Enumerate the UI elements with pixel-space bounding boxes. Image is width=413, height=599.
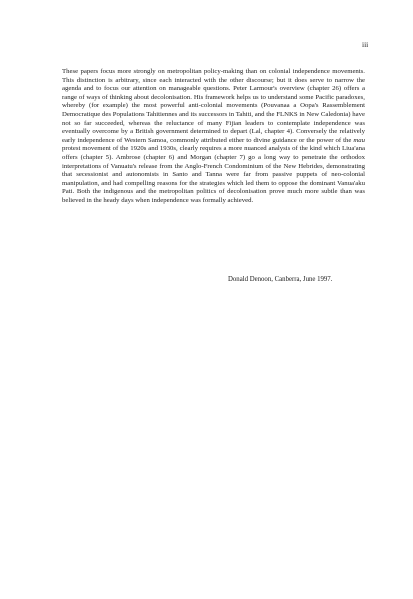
paragraph-text-part-2: protest movement of the 1920s and 1930s, clearly requires a more nuanced analysis of the kind which Liua'ana offers (chapter 5). Ambrose (chapter 6) and Morgan (chapter 7) go a long way to penetrate the orthodox interpretations of Vanuatu's release from the Anglo-French Condominium of the New Hebrides, demonstrating that secessionist and autonomists in Santo and Tanna were far from passive puppets of neo-colonial manipulation, and had compelling reasons for the strategies which led them to oppose the dominant Vanua'aku Pati. Both the indigenous and the metropolitan politics of decolonisation prove much more subtle than was believed in the heady days when independence was formally achieved.	[62, 145, 365, 204]
author-signature-line: Donald Denoon, Canberra, June 1997.	[228, 276, 333, 283]
paragraph-text-part-1: These papers focus more strongly on metropolitan policy-making than on colonial independence movements. This distinction is arbitrary, since each interacted with the other discourse; but it does serve to narrow the agenda and to focus our attention on manageable questions. Peter Larmour's overview (chapter 26) offers a range of ways of thinking about decolonisation. His framework helps us to understand some Pacific paradoxes, whereby (for example) the most powerful anti-colonial movements (Pouvanaa a Oopa's Rassemblement Democratique des Populations Tahitiennes and its successors in Tahiti, and the FLNKS in New Caledonia) have not so far succeeded, whereas the reluctance of many Fijian leaders to contemplate independence was eventually overcome by a British government determined to depart (Lal, chapter 4). Conversely the relatively early independence of Western Samoa, commonly attributed either to divine guidance or the power of the	[62, 68, 365, 144]
page-number: iii	[362, 40, 369, 49]
paragraph-italic-term: mau	[353, 136, 365, 144]
body-paragraph	[62, 68, 365, 206]
